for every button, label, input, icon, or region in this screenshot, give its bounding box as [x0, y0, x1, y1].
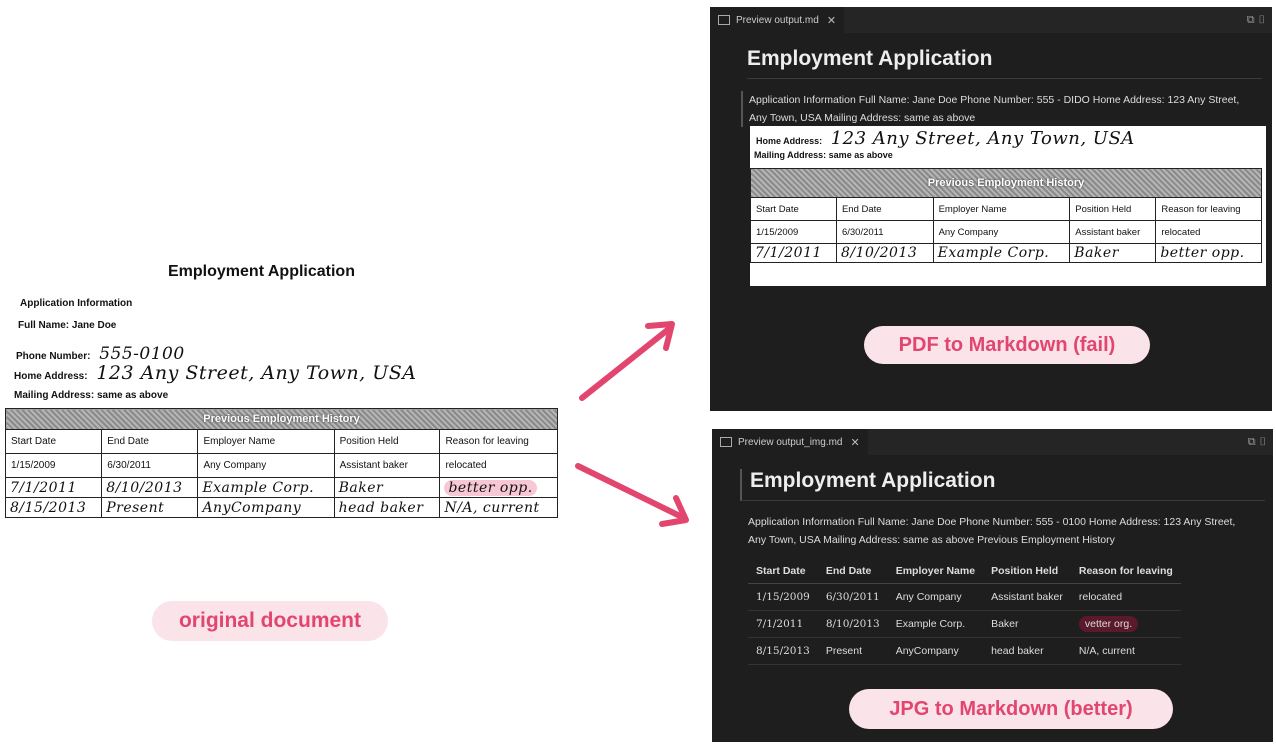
embedded-scan-image	[750, 126, 1266, 286]
col-employer-name: Employer Name	[888, 559, 983, 584]
close-icon[interactable]: ✕	[850, 436, 860, 449]
full-name-label: Full Name: Jane Doe	[18, 320, 117, 331]
col-start-date: Start Date	[6, 430, 102, 454]
highlighted-reason: better opp.	[444, 480, 536, 496]
table-cell: Any Company	[888, 584, 983, 611]
markdown-heading: Employment Application	[740, 469, 1265, 501]
markdown-paragraph: Application Information Full Name: Jane Doe Phone Number: 555 - DIDO Home Address: 123 Any Street, Any Town, USA Mailing Address: same as above	[741, 91, 1249, 127]
table-cell: Example Corp.	[933, 244, 1070, 263]
col-start-date: Start Date	[751, 198, 837, 221]
markdown-paragraph: Application Information Full Name: Jane Doe Phone Number: 555 - 0100 Home Address: 123 Any Street, Any Town, USA Mailing Address: same as above Previous Employment History	[748, 516, 1236, 546]
table-cell: 8/10/2013	[836, 244, 933, 263]
document-title: Employment Application	[168, 263, 355, 280]
phone-value: 555-0100	[99, 344, 185, 364]
arrow-up-line	[582, 328, 670, 398]
employment-history-table	[5, 408, 558, 518]
arrow-down-line	[578, 466, 684, 518]
preview-icon	[718, 15, 730, 25]
markdown-heading: Employment Application	[747, 47, 1262, 79]
close-icon[interactable]: ✕	[826, 14, 837, 27]
table-cell: better opp.	[1156, 244, 1262, 263]
table-cell: AnyCompany	[198, 498, 334, 518]
table-cell: 1/15/2009	[751, 221, 837, 244]
col-end-date: End Date	[102, 430, 198, 454]
table-cell: Any Company	[198, 454, 334, 478]
scan-history-table	[750, 168, 1262, 263]
col-start-date: Start Date	[748, 559, 818, 584]
mailing-address-label: Mailing Address: same as above	[14, 390, 169, 401]
table-cell: relocated	[440, 454, 558, 478]
home-address-label-text: Home Address:	[14, 371, 88, 382]
split-editor-icon[interactable]: ⧉ ▯	[1246, 14, 1266, 26]
preview-icon	[720, 437, 732, 447]
table-cell: head baker	[334, 498, 440, 518]
col-position-held: Position Held	[1070, 198, 1156, 221]
col-employer-name: Employer Name	[933, 198, 1070, 221]
tab-bar	[710, 7, 1272, 33]
table-cell: Example Corp.	[888, 611, 983, 638]
col-position-held: Position Held	[983, 559, 1071, 584]
col-position-held: Position Held	[334, 430, 440, 454]
tab-preview-output-md[interactable]	[710, 7, 844, 33]
table-cell: 8/15/2013	[6, 498, 102, 518]
application-information-label: Application Information	[20, 298, 133, 309]
col-reason-for-leaving: Reason for leaving	[440, 430, 558, 454]
split-editor-icon[interactable]: ⧉ ▯	[1247, 436, 1267, 448]
tab-label: Preview output.md	[736, 14, 819, 26]
col-reason-for-leaving: Reason for leaving	[1156, 198, 1262, 221]
table-row	[6, 498, 558, 518]
table-cell	[440, 478, 558, 498]
table-cell: 1/15/2009	[6, 454, 102, 478]
table-cell: relocated	[1071, 584, 1181, 611]
table-cell: Assistant baker	[334, 454, 440, 478]
scan-mailing-address: Mailing Address: same as above	[754, 150, 893, 160]
table-cell: 8/10/2013	[818, 611, 888, 638]
table-row	[748, 611, 1181, 638]
table-cell: AnyCompany	[888, 638, 983, 665]
tab-preview-output-img-md[interactable]	[712, 429, 868, 455]
jpg-to-markdown-caption: JPG to Markdown (better)	[849, 689, 1173, 729]
table-cell: Present	[818, 638, 888, 665]
table-cell: 8/15/2013	[748, 638, 818, 665]
highlighted-reason: vetter org.	[1079, 616, 1138, 632]
col-end-date: End Date	[818, 559, 888, 584]
history-header: Previous Employment History	[6, 409, 558, 430]
table-cell: 6/30/2011	[102, 454, 198, 478]
table-cell: relocated	[1156, 221, 1262, 244]
table-cell: 7/1/2011	[6, 478, 102, 498]
table-cell: 6/30/2011	[836, 221, 933, 244]
pdf-to-markdown-caption: PDF to Markdown (fail)	[864, 326, 1150, 364]
table-cell	[1071, 611, 1181, 638]
markdown-table	[748, 559, 1181, 665]
original-document	[0, 150, 610, 590]
table-header-row	[751, 198, 1262, 221]
table-cell: Assistant baker	[983, 584, 1071, 611]
table-cell: N/A, current	[440, 498, 558, 518]
home-address-label	[14, 362, 417, 384]
arrows-graphic	[570, 310, 700, 540]
phone-label	[16, 344, 185, 364]
table-cell: Any Company	[933, 221, 1070, 244]
table-header-row	[6, 430, 558, 454]
original-document-caption: original document	[152, 601, 388, 641]
table-cell: 1/15/2009	[748, 584, 818, 611]
table-row	[748, 638, 1181, 665]
table-cell: 8/10/2013	[102, 478, 198, 498]
table-cell: N/A, current	[1071, 638, 1181, 665]
table-cell: Baker	[334, 478, 440, 498]
table-row	[6, 478, 558, 498]
table-cell: head baker	[983, 638, 1071, 665]
col-employer-name: Employer Name	[198, 430, 334, 454]
table-cell: 7/1/2011	[748, 611, 818, 638]
table-cell: Example Corp.	[198, 478, 334, 498]
preview-output-img-md-panel	[712, 429, 1273, 742]
col-end-date: End Date	[836, 198, 933, 221]
table-cell: Baker	[983, 611, 1071, 638]
phone-label-text: Phone Number:	[16, 351, 91, 362]
tab-label: Preview output_img.md	[738, 436, 843, 448]
scan-history-header: Previous Employment History	[751, 169, 1262, 198]
table-cell: Assistant baker	[1070, 221, 1156, 244]
scan-home-label: Home Address:	[756, 136, 823, 146]
table-row	[751, 221, 1262, 244]
scan-home-value: 123 Any Street, Any Town, USA	[830, 128, 1135, 149]
table-row	[6, 454, 558, 478]
table-header-row	[748, 559, 1181, 584]
table-row	[751, 244, 1262, 263]
tab-bar	[712, 429, 1273, 455]
table-cell: Baker	[1070, 244, 1156, 263]
table-row	[748, 584, 1181, 611]
table-cell: Present	[102, 498, 198, 518]
home-address-value: 123 Any Street, Any Town, USA	[96, 362, 417, 384]
table-cell: 6/30/2011	[818, 584, 888, 611]
scan-home-address	[756, 128, 1135, 149]
table-cell: 7/1/2011	[751, 244, 837, 263]
col-reason-for-leaving: Reason for leaving	[1071, 559, 1181, 584]
